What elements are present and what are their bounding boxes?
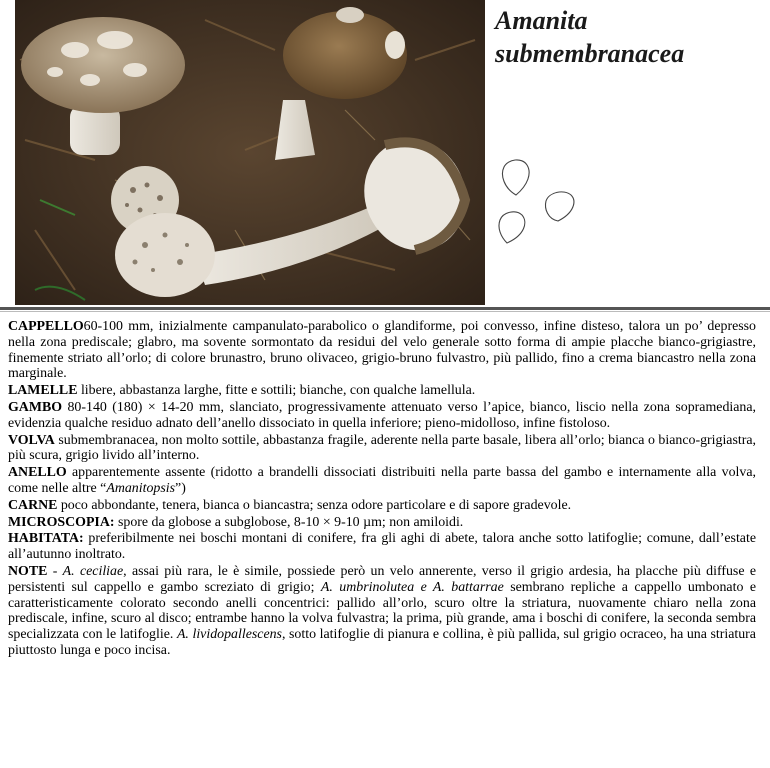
separator-line (0, 307, 770, 310)
title-species: submembranacea (495, 39, 685, 68)
cap-shape-icons (494, 155, 584, 250)
separator-line-thin (0, 311, 770, 312)
section-anello: ANELLO apparentemente assente (ridotto a brandelli dissociati distribuiti nella parte bassa del gambo e internamente alla volva, come nelle altre “Amanitopsis”) (8, 465, 756, 496)
section-cappello: CAPPELLO60-100 mm, inizialmente campanulato-parabolico o glandiforme, poi convesso, infine disteso, talora un po’ depresso nella zona prediscale; glabro, ma sovente sormontato da residui del velo generale sotto forma di ampie placche bianco-grigiastre, finemente striato all’orlo; di colore brunastro, bruno olivaceo, grigio-bruno fulvastro, più pallido, fino a crema biancastro nella zona marginale. (8, 319, 756, 382)
section-lamelle: LAMELLE libere, abbastanza larghe, fitte e sottili; bianche, con qualche lamellula. (8, 383, 476, 399)
section-note: NOTE - A. ceciliae, assai più rara, le è simile, possiede però un velo annerente, verso il grigio ardesia, ha placche più diffuse e persistenti sul cappello e gambo screziato di grigio; A. umbrinolutea e A. battarrae sembrano repliche a cappello umbonato e caratteristicamente colorato secondo anelli concentrici: pallido all’orlo, scuro oltre la striatura, nuovamente chiaro nella zona prediscale, infine, scuro al disco; entrambe hanno la volva fulvastra; la prima, più grande, ama i boschi di conifere, la seconda sembra specializzata con le latifoglie. A. lividopallescens, sotto latifoglie di pianura e collina, è più pallida, sul grigio ocraceo, ha una striatura piuttosto lunga e poco incisa. (8, 563, 756, 658)
section-carne: CARNE poco abbondante, tenera, bianca o biancastra; senza odore particolare e di sapore gradevole. (8, 497, 572, 513)
mushroom-photo (15, 0, 485, 305)
section-volva: VOLVA submembranacea, non molto sottile, abbastanza fragile, aderente nella parte basale, libera all’orlo; bianca o bianco-grigiastra, più scura, grigio livido all’interno. (8, 432, 756, 464)
cap-shape-icon (503, 160, 530, 195)
title-genus: Amanita (495, 6, 588, 35)
cap-shape-icon (546, 192, 574, 221)
cap-shape-icon (499, 212, 525, 243)
section-habitata: HABITATA: preferibilmente nei boschi montani di conifere, fra gli aghi di abete, talora anche sotto latifoglie; comune, dall’estate all’autunno inoltrato. (8, 531, 756, 563)
section-microscopia: MICROSCOPIA: spore da globose a subglobose, 8-10 × 9-10 µm; non amiloidi. (8, 514, 464, 530)
species-title (495, 4, 765, 70)
section-gambo: GAMBO 80-140 (180) × 14-20 mm, slanciato, progressivamente attenuato verso l’apice, bianco, liscio nella zona sopramediana, evidenzia qualche residuo adnato dell’anello dissociato in quella inferiore; pieno-midolloso, infine fistoloso. (8, 399, 756, 431)
description (8, 319, 756, 660)
